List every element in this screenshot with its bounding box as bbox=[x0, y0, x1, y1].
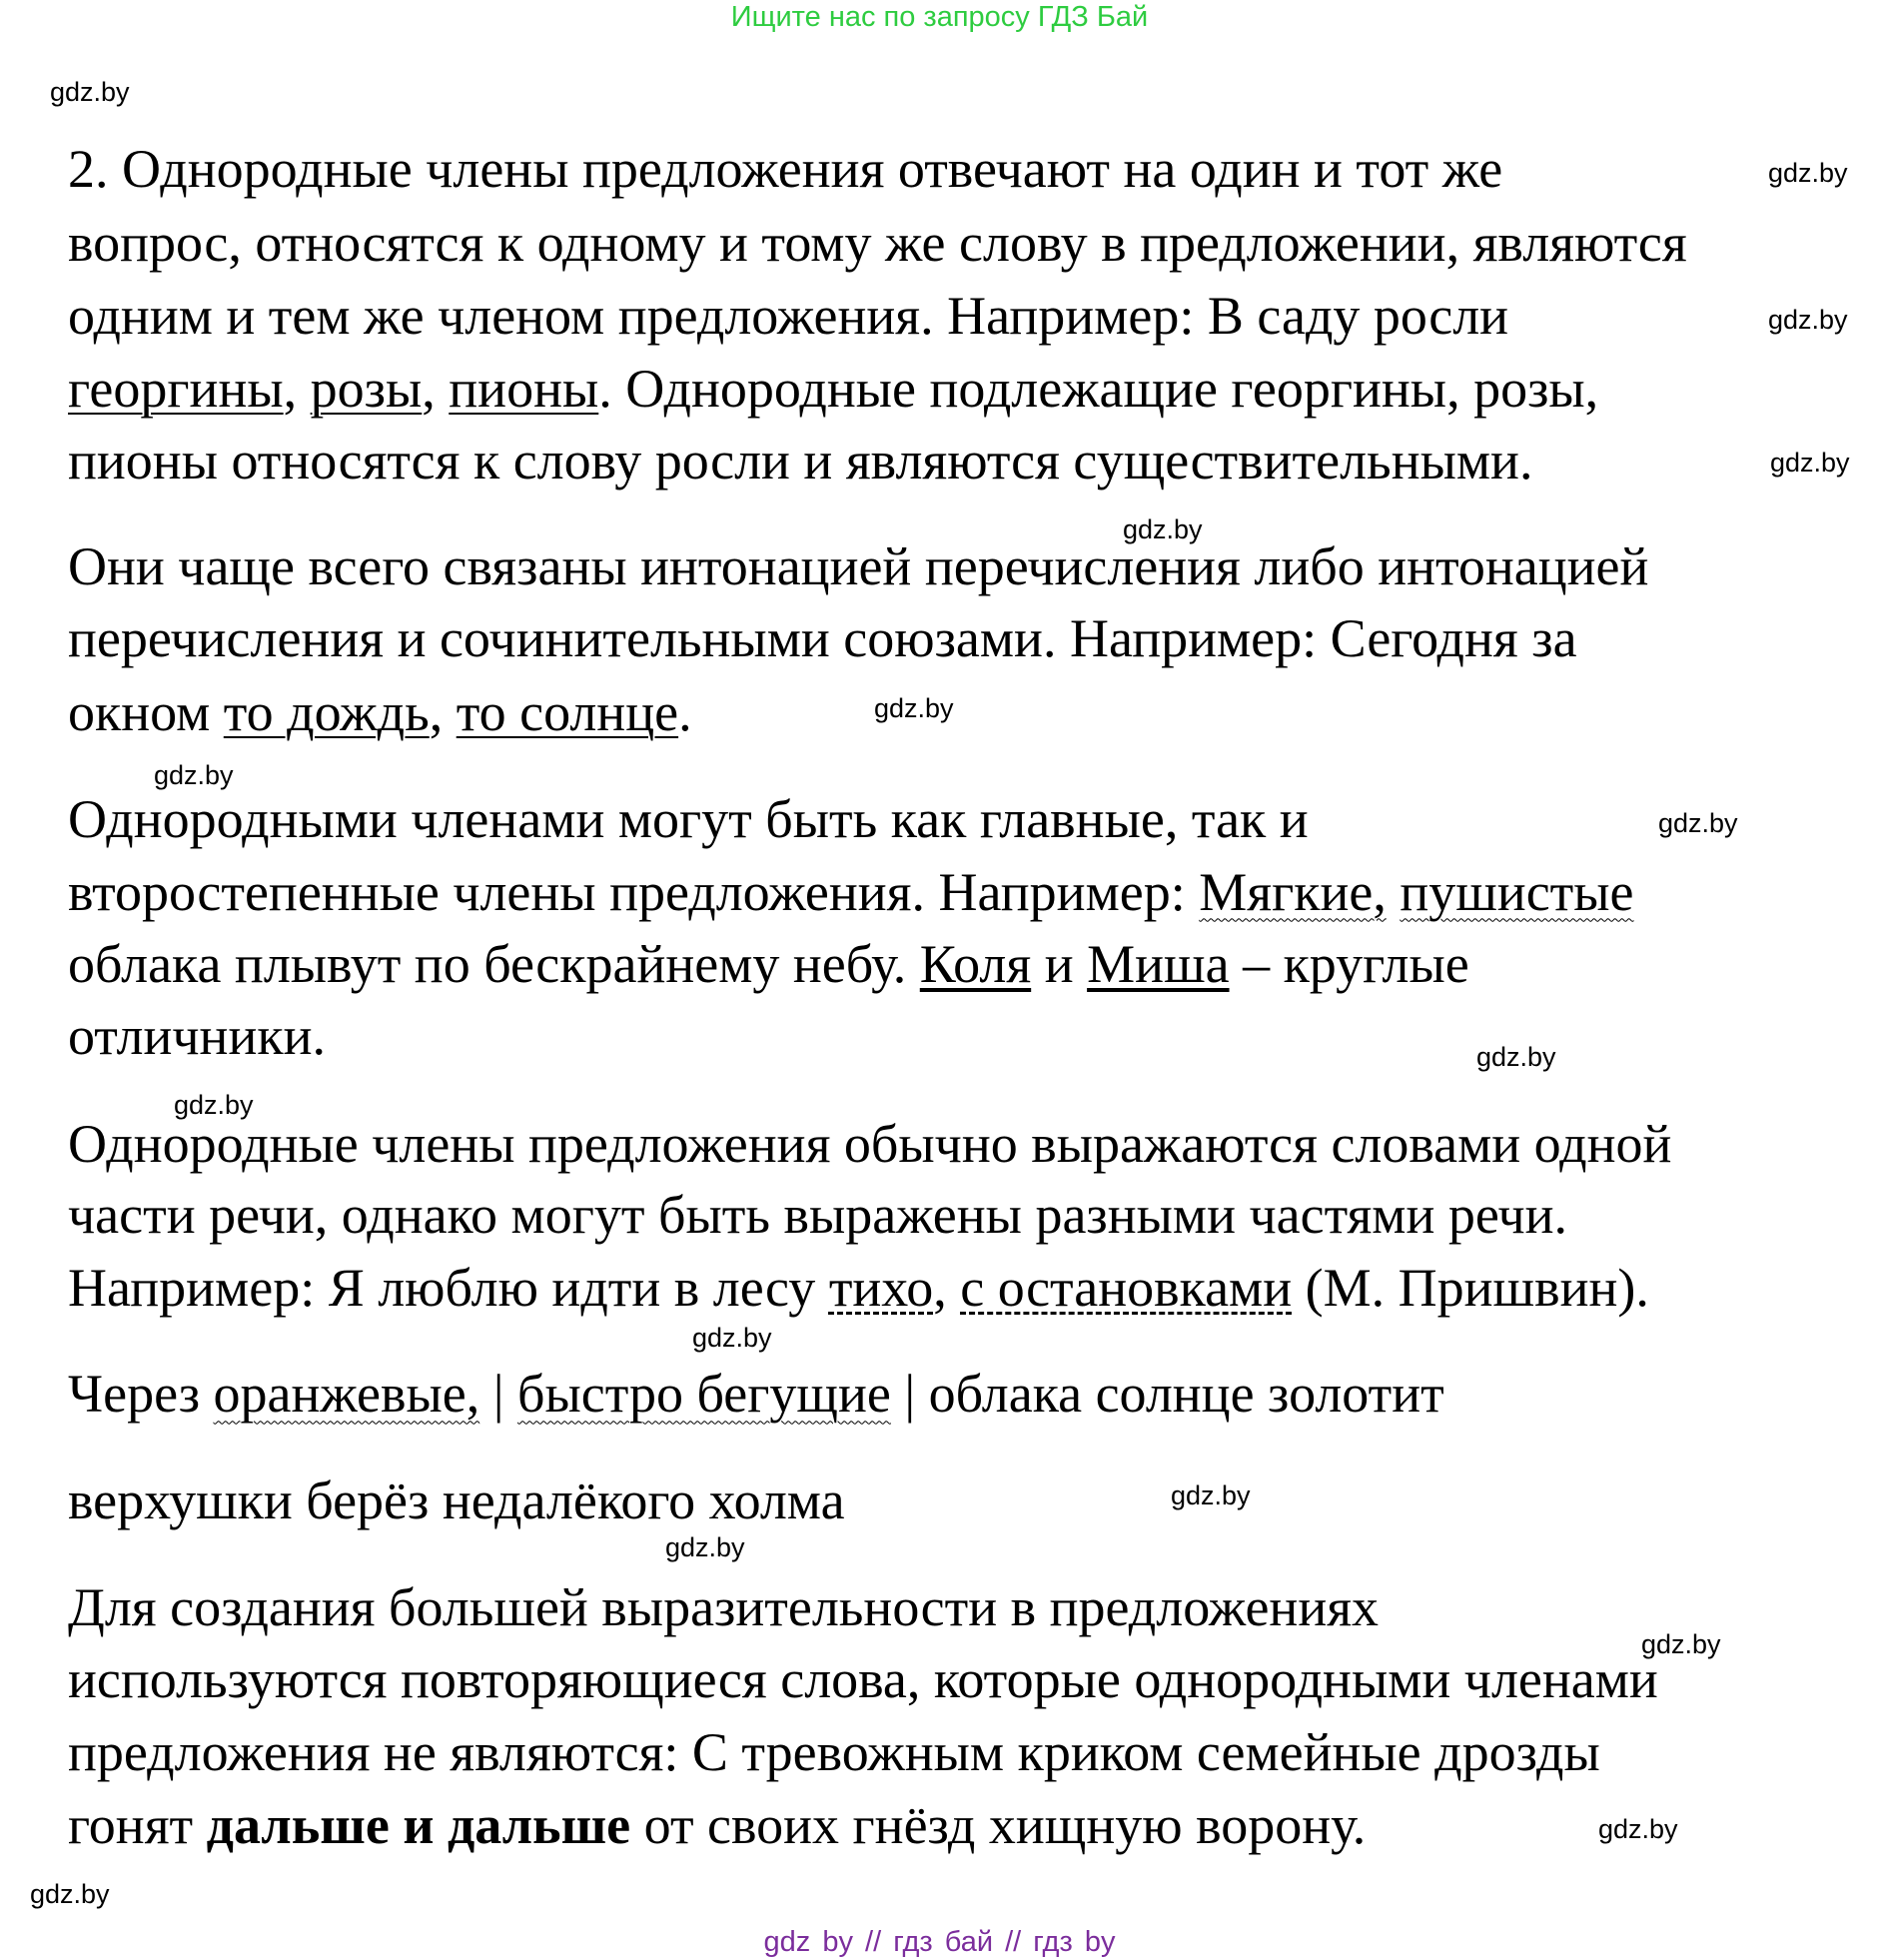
text-segment: части речи, однако могут быть выражены разными частями речи. bbox=[68, 1185, 1568, 1246]
watermark: gdz.by bbox=[154, 760, 234, 790]
text-segment: и bbox=[1031, 934, 1088, 995]
text-segment: – круглые bbox=[1229, 934, 1469, 995]
text-segment: 2. Однородные члены предложения отвечают на один и тот же bbox=[68, 139, 1503, 200]
marked-word: тихо bbox=[828, 1257, 934, 1318]
text-line bbox=[68, 139, 1502, 199]
text-line bbox=[68, 608, 1577, 668]
text-line bbox=[68, 1649, 1658, 1709]
watermark: gdz.by bbox=[1770, 448, 1850, 478]
text-segment: (М. Пришвин). bbox=[1292, 1257, 1649, 1318]
text-segment: от своих гнёзд хищную ворону. bbox=[630, 1794, 1367, 1855]
text-line bbox=[68, 536, 1648, 596]
text-segment: Однородными членами могут быть как главные, так и bbox=[68, 788, 1309, 849]
text-segment: окном bbox=[68, 682, 224, 743]
watermark: gdz.by bbox=[665, 1532, 745, 1562]
text-line bbox=[68, 1185, 1567, 1245]
text-segment: Они чаще всего связаны интонацией перечисления либо интонацией bbox=[68, 535, 1649, 596]
watermark: gdz.by bbox=[1476, 1042, 1556, 1072]
marked-word: пушистые bbox=[1400, 861, 1634, 922]
text-line bbox=[68, 1364, 1444, 1424]
text-segment bbox=[1387, 862, 1401, 922]
text-segment: верхушки берёз недалёкого холма bbox=[68, 1470, 845, 1531]
text-segment: одним и тем же членом предложения. Например: В саду росли bbox=[68, 285, 1509, 346]
text-line bbox=[68, 682, 692, 742]
text-segment: вопрос, относятся к одному и тому же слову в предложении, являются bbox=[68, 213, 1687, 274]
marked-word: то солнце bbox=[456, 682, 679, 743]
text-segment: | облака солнце золотит bbox=[890, 1364, 1444, 1425]
text-segment: второстепенные члены предложения. Например: bbox=[68, 861, 1200, 922]
text-line bbox=[68, 431, 1532, 490]
watermark: gdz.by bbox=[1598, 1814, 1678, 1844]
watermark: gdz.by bbox=[874, 693, 954, 723]
text-segment: облака плывут по бескрайнему небу. bbox=[68, 934, 920, 995]
text-line bbox=[68, 213, 1687, 273]
watermark: gdz.by bbox=[1768, 158, 1848, 188]
marked-word: дальше и дальше bbox=[206, 1794, 631, 1855]
marked-word: быстро бегущие bbox=[517, 1364, 891, 1425]
text-segment: используются повторяющиеся слова, которые однородными членами bbox=[68, 1649, 1658, 1710]
text-segment: | bbox=[479, 1364, 518, 1425]
text-segment: Для создания большей выразительности в предложениях bbox=[68, 1576, 1380, 1637]
marked-word: Мягкие, bbox=[1199, 861, 1387, 922]
watermark: gdz.by bbox=[30, 1879, 110, 1909]
text-segment: , bbox=[422, 358, 450, 419]
marked-word: с остановками bbox=[960, 1257, 1293, 1318]
watermark: gdz.by bbox=[692, 1323, 772, 1353]
marked-word: Коля bbox=[919, 934, 1032, 995]
text-segment: Например: Я люблю идти в лесу bbox=[68, 1257, 829, 1318]
marked-word: оранжевые, bbox=[213, 1364, 480, 1425]
text-segment: . bbox=[678, 682, 692, 743]
text-line bbox=[68, 1006, 326, 1066]
marked-word: то дождь bbox=[223, 682, 430, 743]
watermark: gdz.by bbox=[174, 1090, 254, 1120]
marked-word: Миша bbox=[1087, 934, 1230, 995]
text-segment: , bbox=[429, 682, 457, 743]
marked-word: розы bbox=[310, 358, 423, 419]
watermark: gdz.by bbox=[1641, 1629, 1721, 1659]
watermark: gdz.by bbox=[1171, 1480, 1251, 1510]
text-line bbox=[68, 1258, 1649, 1318]
text-line bbox=[68, 1795, 1366, 1855]
marked-word: георгины bbox=[68, 358, 284, 419]
text-line bbox=[68, 1722, 1600, 1782]
text-segment: отличники. bbox=[68, 1005, 326, 1066]
text-segment: гонят bbox=[68, 1794, 207, 1855]
text-line bbox=[68, 1470, 845, 1530]
text-segment: Однородные члены предложения обычно выражаются словами одной bbox=[68, 1113, 1672, 1174]
text-line bbox=[68, 1114, 1671, 1174]
text-segment: предложения не являются: С тревожным криком семейные дрозды bbox=[68, 1722, 1600, 1783]
text-segment: . Однородные подлежащие георгины, розы, bbox=[598, 358, 1599, 419]
text-line bbox=[68, 789, 1309, 849]
text-line bbox=[68, 1577, 1379, 1637]
watermark: gdz.by bbox=[1123, 514, 1203, 544]
text-segment: Через bbox=[68, 1364, 214, 1425]
watermark: gdz.by bbox=[1658, 808, 1738, 838]
text-segment: , bbox=[283, 358, 311, 419]
text-segment: , bbox=[933, 1257, 961, 1318]
marked-word: пионы bbox=[449, 358, 599, 419]
text-segment: перечисления и сочинительными союзами. Например: Сегодня за bbox=[68, 608, 1577, 669]
watermark: gdz.by bbox=[1768, 305, 1848, 335]
search-banner[interactable]: Ищите нас по запросу ГДЗ Бай bbox=[730, 1, 1149, 33]
text-line bbox=[68, 359, 1598, 419]
text-segment: пионы относятся к слову росли и являются существительными. bbox=[68, 431, 1533, 491]
text-line bbox=[68, 934, 1469, 994]
footer-links[interactable]: gdz by // гдз бай // гдз by bbox=[763, 1926, 1116, 1958]
text-line bbox=[68, 862, 1634, 922]
text-line bbox=[68, 286, 1508, 346]
watermark: gdz.by bbox=[50, 77, 130, 107]
